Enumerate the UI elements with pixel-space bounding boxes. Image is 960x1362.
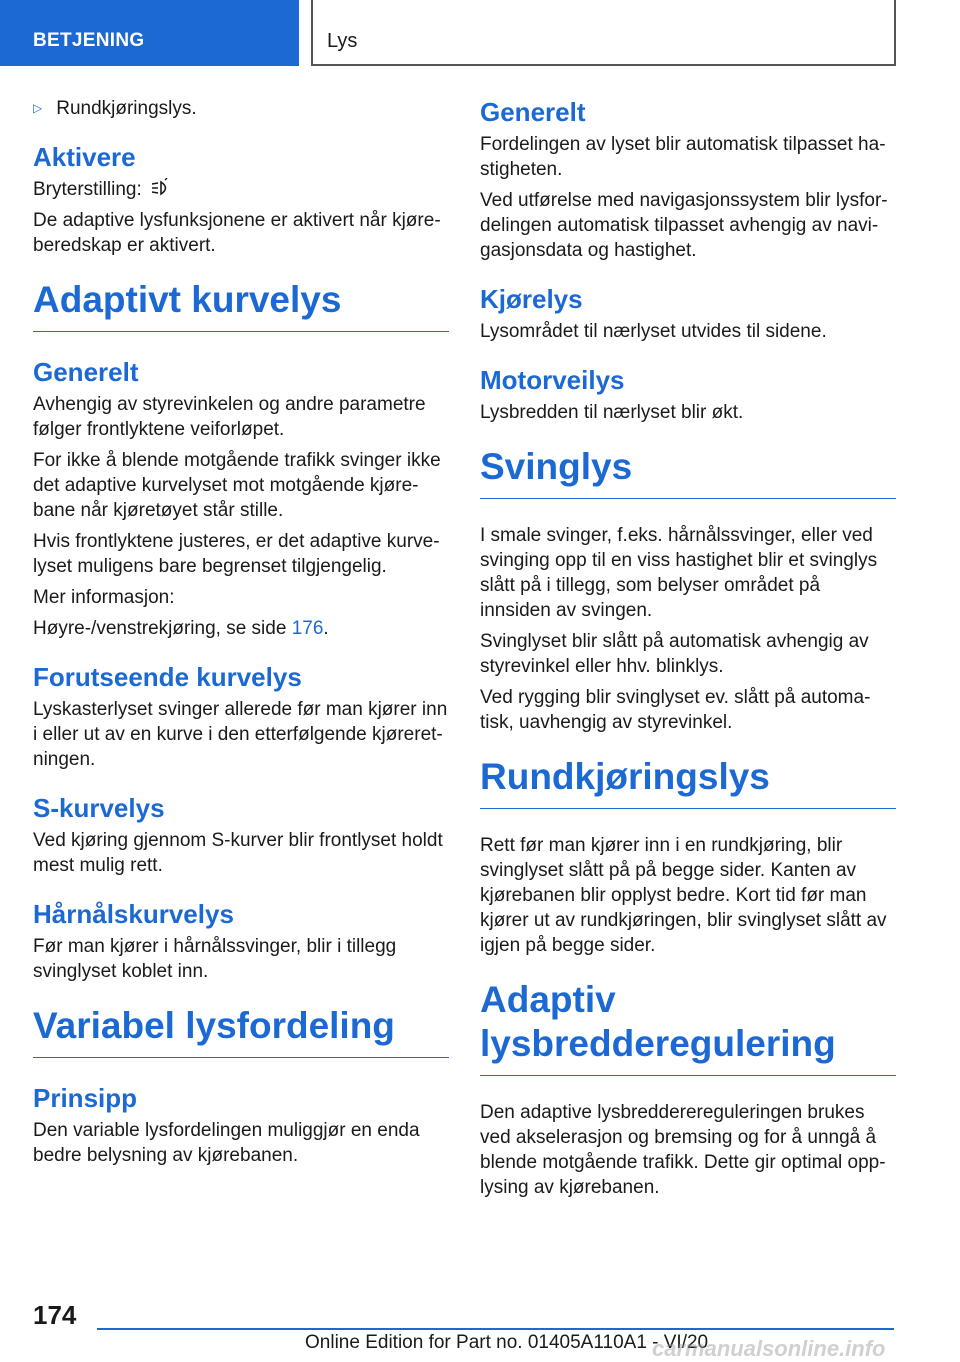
- section-forutseende: [33, 661, 449, 772]
- aktivere-text: De adaptive lysfunksjonene er aktivert når kjøreberedskap er aktivert.: [33, 210, 441, 256]
- page-header: [0, 0, 960, 66]
- paragraph: Avhengig av styrevinkelen og andre parametre følger frontlyktene veiforløpet.: [33, 394, 426, 440]
- heading-s-kurvelys: S-kurvelys: [33, 793, 165, 823]
- heading-generelt: Generelt: [480, 97, 586, 127]
- section-kjorelys: [480, 283, 896, 344]
- paragraph: Hvis frontlyktene justeres, er det adaptive kurvelyset muligens bare begrenset tilgjengelig.: [33, 531, 440, 577]
- switch-position-text: Bryterstilling:: [33, 177, 449, 202]
- paragraph: Den adaptive lysbredderereguleringen brukes ved akselerasjon og bremsing og for å unngå å blende motgående trafikk. Dette gir optimal opplysing av kjørebanen.: [480, 1102, 886, 1198]
- paragraph: Lysbredden til nærlyset blir økt.: [480, 402, 744, 423]
- paragraph: Mer informasjon:: [33, 587, 175, 608]
- heading-aktivere: Aktivere: [33, 142, 136, 172]
- chapter-tab[interactable]: [311, 0, 896, 66]
- section-generelt-left: [33, 356, 449, 641]
- section-label: BETJENING: [33, 30, 145, 51]
- heading-forutseende: Forutseende kurvelys: [33, 662, 302, 692]
- watermark: carmanualsonline.info: [652, 1336, 886, 1361]
- left-column: [33, 96, 449, 1188]
- bullet-item: [33, 96, 449, 123]
- auto-light-switch-icon: [148, 178, 172, 198]
- heading-generelt: Generelt: [33, 357, 139, 387]
- section-harnal: [33, 898, 449, 984]
- paragraph: Lyskasterlyset svinger allerede før man kjører inn i eller ut av en kurve i den etterfølgende kjøreretningen.: [33, 699, 448, 770]
- heading-kjorelys: Kjørelys: [480, 284, 583, 314]
- paragraph: Ved rygging blir svinglyset ev. slått på automatisk, uavhengig av styrevinkel.: [480, 687, 871, 733]
- paragraph: Før man kjører i hårnålssvinger, blir i tillegg svinglyset koblet inn.: [33, 936, 397, 982]
- right-column: [480, 96, 896, 1220]
- section-s-kurvelys: [33, 792, 449, 878]
- section-generelt-right: [480, 96, 896, 263]
- edition-text: Online Edition for Part no. 01405A110A1 - VI/20: [305, 1332, 709, 1353]
- chapter-label: Lys: [327, 30, 358, 52]
- page-number: 174: [33, 1300, 77, 1330]
- heading-lysbredderegulering: Adaptiv lysbredderegulering: [480, 978, 896, 1076]
- section-prinsipp: [33, 1082, 449, 1168]
- paragraph: For ikke å blende motgående trafikk svinger ikke det adaptive kurvelyset mot motgående kjørebane når kjøretøyet står stille.: [33, 450, 441, 521]
- section-aktivere: [33, 141, 449, 258]
- section-svinglys: [480, 523, 896, 735]
- footer-divider: [97, 1328, 894, 1330]
- section-lysbredderegulering: [480, 1100, 896, 1200]
- paragraph: Rett før man kjører inn i en rundkjøring, blir svinglyset slått på på begge sider. Kanten av kjørebanen blir opplyst bedre. Kort tid før man kjører ut av rundkjøringen, blir svinglyset slått av igjen på begge sider.: [480, 835, 887, 956]
- paragraph: Ved utførelse med navigasjonssystem blir lysfordelingen automatisk tilpasset avhengig av navigasjonsdata og hastighet.: [480, 190, 888, 261]
- heading-prinsipp: Prinsipp: [33, 1083, 138, 1113]
- heading-adaptivt-kurvelys: Adaptivt kurvelys: [33, 278, 449, 332]
- section-rundkjoringslys: [480, 833, 896, 958]
- paragraph: Svinglyset blir slått på automatisk avhengig av styrevinkel eller hhv. blinklys.: [480, 631, 869, 677]
- triangle-bullet-icon: ▷: [33, 101, 43, 115]
- paragraph: Lysområdet til nærlyset utvides til sidene.: [480, 321, 827, 342]
- heading-harnal: Hårnålskurvelys: [33, 899, 234, 929]
- page-link[interactable]: 176: [291, 618, 324, 639]
- heading-rundkjoringslys: Rundkjøringslys: [480, 755, 896, 809]
- bullet-text: Rundkjøringslys.: [56, 98, 197, 119]
- paragraph: Fordelingen av lyset blir automatisk tilpasset hastigheten.: [480, 134, 886, 180]
- heading-variabel-lysfordeling: Variabel lysfordeling: [33, 1004, 449, 1058]
- cross-reference: Høyre-/venstrekjøring, se side 176.: [33, 618, 329, 639]
- section-tab[interactable]: [0, 0, 299, 66]
- paragraph: Ved kjøring gjennom S-kurver blir frontlyset holdt mest mulig rett.: [33, 830, 443, 876]
- heading-motorveilys: Motorveilys: [480, 365, 625, 395]
- paragraph: Den variable lysfordelingen muliggjør en enda bedre belysning av kjørebanen.: [33, 1120, 420, 1166]
- paragraph: I smale svinger, f.eks. hårnålssvinger, eller ved svinging opp til en viss hastighet blir et svinglys slått på i tillegg, som belyser området på innsiden av svingen.: [480, 525, 878, 621]
- section-motorveilys: [480, 364, 896, 425]
- heading-svinglys: Svinglys: [480, 445, 896, 499]
